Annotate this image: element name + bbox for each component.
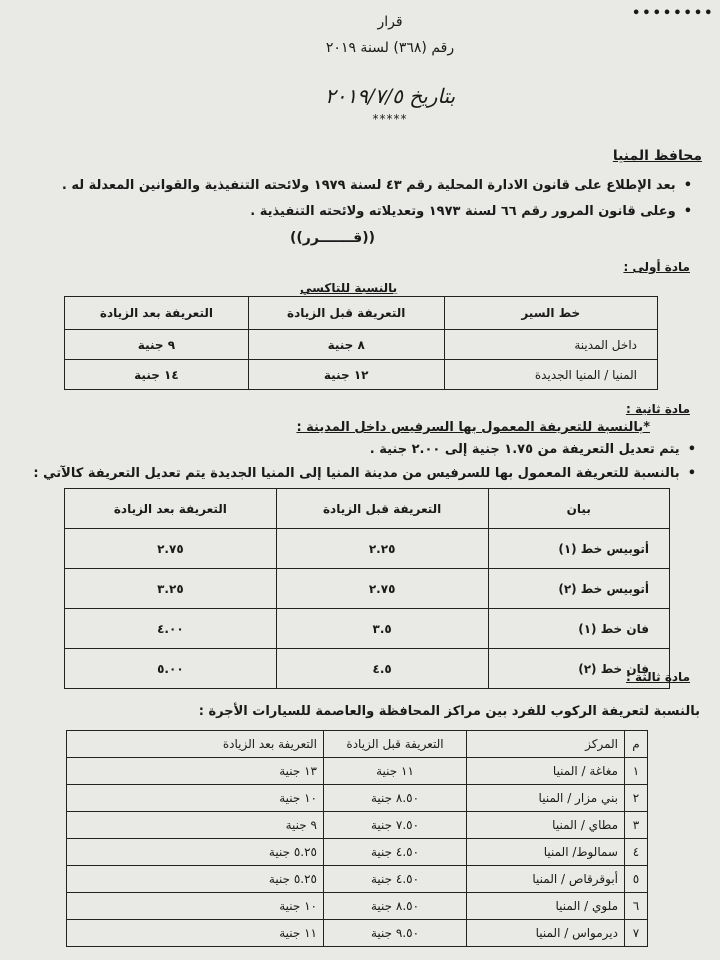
- table-cell: بني مزار / المنيا: [467, 785, 625, 812]
- table-cell: ٥.٢٥ جنية: [67, 839, 324, 866]
- table-cell: ٨ جنية: [248, 330, 444, 360]
- table-cell: ٥.٢٥ جنية: [67, 866, 324, 893]
- table-header-row: [65, 489, 670, 529]
- table-cell: ٤.٠٠: [65, 609, 277, 649]
- article-2-title: مادة ثانية :: [625, 402, 690, 416]
- table-cell: ١٣ جنية: [67, 758, 324, 785]
- table-header: التعريفة قبل الزيادة: [276, 489, 488, 529]
- table-cell: ١٢ جنية: [248, 360, 444, 390]
- table-header: التعريفة بعد الزيادة: [67, 731, 324, 758]
- article-3-intro: بالنسبة لتعريفة الركوب للفرد بين مراكز المحافظة والعاصمة للسيارات الأجرة :: [198, 704, 700, 719]
- table-cell: ٢.٧٥: [276, 569, 488, 609]
- table-cell: ١: [625, 758, 648, 785]
- table-cell: ٩ جنية: [65, 330, 249, 360]
- governor-heading: محافظ المنيا: [612, 148, 702, 164]
- table-row: [67, 920, 648, 947]
- table-cell: ٩.٥٠ جنية: [324, 920, 467, 947]
- table-cell: ٤.٥٠ جنية: [324, 839, 467, 866]
- table-row: [65, 330, 658, 360]
- table-cell: أبوقرقاص / المنيا: [467, 866, 625, 893]
- table-cell: ٤.٥: [276, 649, 488, 689]
- decision-title: قرار: [377, 14, 403, 30]
- table-cell: ٢: [625, 785, 648, 812]
- decision-number: رقم (٣٦٨) لسنة ٢٠١٩: [325, 40, 455, 56]
- table-header: المركز: [467, 731, 625, 758]
- table-header: التعريفة قبل الزيادة: [248, 297, 444, 330]
- article-2-bullet: • بالنسبة للتعريفة المعمول بها للسرفيس من مدينة المنيا إلى المنيا الجديدة يتم تعديل التعريفة كالآتي :: [33, 466, 696, 481]
- table-row: [65, 649, 670, 689]
- table-header: م: [625, 731, 648, 758]
- article-3-title: مادة ثالثة :: [625, 670, 690, 684]
- article-2-bullet: • يتم تعديل التعريفة من ١.٧٥ جنية إلى ٢.٠٠ جنية .: [370, 442, 696, 457]
- table-cell: أتوبيس خط (١): [488, 529, 670, 569]
- table-cell: ٧: [625, 920, 648, 947]
- taxi-fare-table: [64, 296, 658, 390]
- table-row: [67, 866, 648, 893]
- article-1-subtitle: بالنسبة للتاكسي: [300, 281, 398, 295]
- table-header: خط السير: [444, 297, 657, 330]
- table-cell: ٥.٠٠: [65, 649, 277, 689]
- table-cell: ١٠ جنية: [67, 893, 324, 920]
- table-row: [67, 839, 648, 866]
- table-cell: ٧.٥٠ جنية: [324, 812, 467, 839]
- article-1-title: مادة أولى :: [623, 260, 690, 274]
- table-cell: ١٠ جنية: [67, 785, 324, 812]
- preamble-item: • بعد الإطلاع على قانون الادارة المحلية رقم ٤٣ لسنة ١٩٧٩ ولائحته التنفيذية والقوانين المعدلة له .: [62, 178, 692, 193]
- table-header-row: [67, 731, 648, 758]
- table-row: [65, 360, 658, 390]
- table-cell: المنيا / المنيا الجديدة: [444, 360, 657, 390]
- table-cell: ديرمواس / المنيا: [467, 920, 625, 947]
- table-cell: ١١ جنية: [324, 758, 467, 785]
- table-cell: داخل المدينة: [444, 330, 657, 360]
- page-dots: ••••••••: [632, 6, 715, 21]
- table-cell: ٢.٧٥: [65, 529, 277, 569]
- table-header: التعريفة بعد الزيادة: [65, 297, 249, 330]
- table-cell: ٦: [625, 893, 648, 920]
- table-cell: ٨.٥٠ جنية: [324, 785, 467, 812]
- header-stars: *****: [372, 112, 408, 126]
- decision-date: بتاريخ ٢٠١٩/٧/٥: [324, 84, 456, 108]
- table-cell: ٤: [625, 839, 648, 866]
- table-row: [67, 812, 648, 839]
- service-fare-table: [64, 488, 670, 689]
- table-cell: فان خط (٢): [488, 649, 670, 689]
- table-cell: أتوبيس خط (٢): [488, 569, 670, 609]
- table-row: [67, 893, 648, 920]
- preamble-item: • وعلى قانون المرور رقم ٦٦ لسنة ١٩٧٣ وتعديلاته ولائحته التنفيذية .: [250, 204, 692, 219]
- decree-heading: ((قـــــــرر)): [290, 230, 376, 246]
- table-row: [67, 785, 648, 812]
- table-row: [65, 609, 670, 649]
- table-row: [65, 529, 670, 569]
- table-cell: ٩ جنية: [67, 812, 324, 839]
- table-header: بيان: [488, 489, 670, 529]
- article-2-intro: *بالنسبة للتعريفة المعمول بها السرفيس داخل المدينة :: [296, 420, 650, 435]
- table-cell: ٣.٥: [276, 609, 488, 649]
- table-header-row: [65, 297, 658, 330]
- table-cell: مطاي / المنيا: [467, 812, 625, 839]
- table-cell: ٤.٥٠ جنية: [324, 866, 467, 893]
- table-cell: مغاغة / المنيا: [467, 758, 625, 785]
- table-cell: فان خط (١): [488, 609, 670, 649]
- table-cell: ٨.٥٠ جنية: [324, 893, 467, 920]
- table-row: [65, 569, 670, 609]
- table-header: التعريفة قبل الزيادة: [324, 731, 467, 758]
- table-cell: ملوي / المنيا: [467, 893, 625, 920]
- table-cell: ٥: [625, 866, 648, 893]
- table-cell: ٣: [625, 812, 648, 839]
- table-header: التعريفة بعد الزيادة: [65, 489, 277, 529]
- table-row: [67, 758, 648, 785]
- table-cell: ٢.٢٥: [276, 529, 488, 569]
- table-cell: سمالوط/ المنيا: [467, 839, 625, 866]
- taxi-route-fare-table: [66, 730, 648, 947]
- table-cell: ٣.٢٥: [65, 569, 277, 609]
- table-cell: ١١ جنية: [67, 920, 324, 947]
- table-cell: ١٤ جنية: [65, 360, 249, 390]
